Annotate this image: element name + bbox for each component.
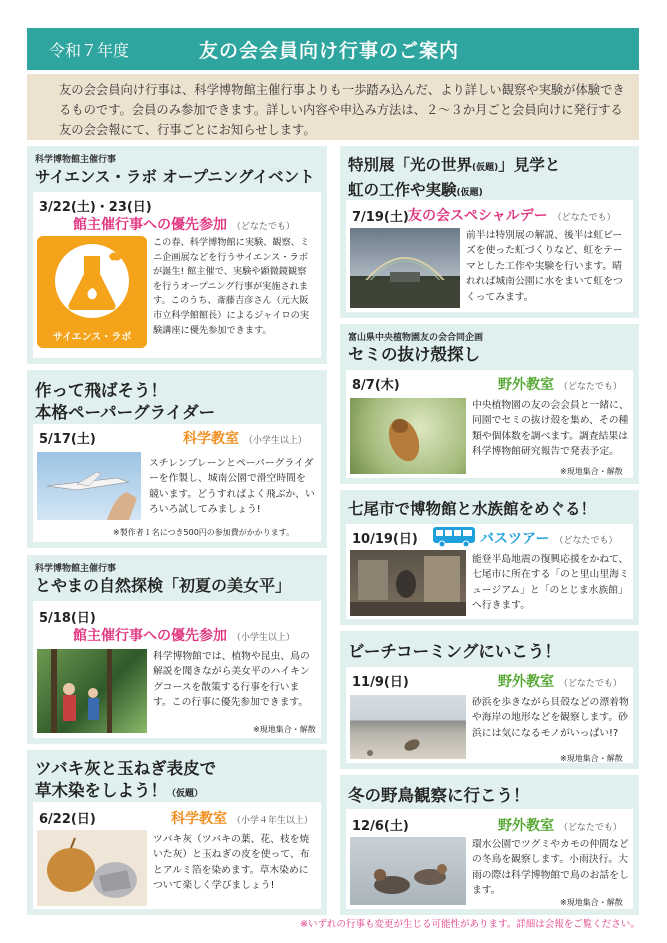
event-body xyxy=(346,200,633,312)
event-org: 富山県中央植物園友の会合同企画 xyxy=(348,333,484,343)
event-date: 5/18(日) xyxy=(39,611,96,626)
event-title-line2: 草木染をしよう！（仮題） xyxy=(35,781,204,800)
museum-photo xyxy=(350,550,466,616)
event-note: ※製作者１名につき500円の参加費がかかります。 xyxy=(113,528,295,537)
rainbow-photo xyxy=(350,228,460,308)
fiscal-year: 令和７年度 xyxy=(49,40,130,60)
birds-photo xyxy=(350,837,466,905)
event-body xyxy=(33,601,321,738)
event-title: ビーチコーミングにいこう！ xyxy=(348,642,561,661)
flask-icon xyxy=(37,236,147,328)
bus-icon xyxy=(432,526,476,548)
event-title: とやまの自然探検「初夏の美女平」 xyxy=(35,576,292,595)
event-description: 環水公園でツグミやカモの仲間などの冬鳥を観察します。小雨決行。大雨の際は科学博物館で鳥のお話をします。 xyxy=(472,839,629,897)
header-bar xyxy=(27,28,639,70)
event-body xyxy=(346,524,633,619)
footer-disclaimer: ※いずれの行事も変更が生じる可能性があります。詳細は会報をご覧ください。 xyxy=(300,919,640,930)
event-special xyxy=(340,146,639,318)
event-description: ツバキ灰（ツバキの葉、花、枝を焼いた灰）と玉ねぎの皮を使って、布とアルミ箔を染めます。草木染めについて楽しく学びましょう! xyxy=(153,834,310,892)
event-description: 科学博物館では、植物や昆虫、鳥の解説を聞きながら美女平のハイキングコースを散策する行事を行います。この行事に優先参加できます。 xyxy=(153,651,310,709)
event-description: 中央植物園の友の会会員と一緒に、同園でセミの抜け殻を集め、その種類や個体数を調べます。調査結果は科学博物館研究報告で発表予定。 xyxy=(472,400,629,458)
event-note: ※現地集合・解散 xyxy=(253,725,316,734)
event-beach xyxy=(340,631,639,769)
event-body xyxy=(33,424,321,542)
event-science-lab xyxy=(27,146,327,364)
event-description: 前半は特別展の解説、後半は虹ビーズを使った虹づくりなど、虹をテーマとした工作や実験を行います。晴れれば城南公園に水をまいて虹をつくってみます。 xyxy=(466,230,623,303)
event-category: 科学教室 （小学生以上） xyxy=(183,431,307,447)
event-note: ※現地集合・解散 xyxy=(560,898,623,907)
event-birds xyxy=(340,775,639,915)
event-note: ※現地集合・解散 xyxy=(560,754,623,763)
event-date: 3/22(土)・23(日) xyxy=(39,200,152,215)
event-category: バスツアー （どなたでも） xyxy=(480,531,618,547)
event-cicada xyxy=(340,324,639,484)
event-category: 科学教室 （小学４年生以上） xyxy=(171,811,313,827)
glider-photo xyxy=(37,452,141,520)
event-title-line1: 特別展「光の世界(仮題)」見学と xyxy=(348,156,561,174)
event-body xyxy=(346,809,633,909)
onion-photo xyxy=(37,830,147,906)
event-body xyxy=(33,802,321,909)
event-title-line2: 虹の工作や実験(仮題) xyxy=(348,181,483,199)
event-bijodaira xyxy=(27,555,327,744)
cicada-shell-photo xyxy=(350,398,466,474)
event-category: 館主催行事への優先参加 （どなたでも） xyxy=(73,217,295,233)
page-title: 友の会会員向け行事のご案内 xyxy=(199,39,460,62)
event-title: 冬の野鳥観察に行こう！ xyxy=(348,786,530,805)
event-glider xyxy=(27,370,327,548)
event-category: 野外教室 （どなたでも） xyxy=(498,674,622,690)
event-title-line1: ツバキ灰と玉ねぎ表皮で xyxy=(35,759,217,778)
event-dye xyxy=(27,750,327,915)
event-date: 8/7(木) xyxy=(352,378,400,393)
event-body xyxy=(346,667,633,763)
event-body xyxy=(346,370,633,478)
intro-text: 友の会会員向け行事は、科学博物館主催行事よりも一歩踏み込んだ、より詳しい観察や実験が体験できるものです。会員のみ参加できます。詳しい内容や申込み方法は、２～３か月ごと会員向けに発行する友の会会報にて、行事ごとにお知らせします。 xyxy=(27,74,639,140)
event-category: 館主催行事への優先参加 （小学生以上） xyxy=(73,628,295,644)
event-note: ※現地集合・解散 xyxy=(560,467,623,476)
event-date: 7/19(土) xyxy=(352,210,409,225)
event-description: この春、科学博物館に実験、観察、ミニ企画展などを行うサイエンス・ラボが誕生! 館主催で、実験や顕微鏡観察を行うオープニング行事が実施されます。このうち、斎藤吉彦さん（元大阪市立科学館館長）によるジャイロの実験講座に優先参加できます。 xyxy=(153,237,310,336)
science-lab-logo xyxy=(37,236,147,348)
event-org: 科学博物館主催行事 xyxy=(35,155,117,165)
event-title-line2: 本格ペーパーグライダー xyxy=(35,403,216,422)
event-title: サイエンス・ラボ オープニングイベント xyxy=(35,168,315,186)
event-date: 6/22(日) xyxy=(39,812,96,827)
event-title: 七尾市で博物館と水族館をめぐる！ xyxy=(348,500,597,518)
logo-label: サイエンス・ラボ xyxy=(52,332,132,343)
event-date: 10/19(日) xyxy=(352,532,418,547)
forest-photo xyxy=(37,649,147,733)
event-description: 能登半島地震の復興応援をかねて、七尾市に所在する「のと里山里海ミュージアム」と「のとじま水族館」へ行きます。 xyxy=(472,554,629,612)
event-body xyxy=(33,192,321,358)
event-date: 11/9(日) xyxy=(352,675,409,690)
beach-photo xyxy=(350,695,466,759)
event-description: 砂浜を歩きながら貝殻などの漂着物や海岸の地形などを観察します。砂浜には気になるモノがいっぱい!? xyxy=(472,697,629,739)
event-category: 友の会スペシャルデー （どなたでも） xyxy=(408,208,616,224)
event-date: 12/6(土) xyxy=(352,819,409,834)
event-nanao xyxy=(340,490,639,625)
event-date: 5/17(土) xyxy=(39,432,96,447)
event-category: 野外教室 （どなたでも） xyxy=(498,818,622,834)
event-title: セミの抜け殻探し xyxy=(348,345,480,364)
event-category: 野外教室 （どなたでも） xyxy=(498,377,622,393)
event-description: スチレンブレーンとペーパーグライダーを作製し、城南公園で滑空時間を競います。どうすればよく飛ぶか、いろいろ試してみましょう! xyxy=(149,458,315,516)
event-title-line1: 作って飛ばそう！ xyxy=(35,381,167,400)
event-org: 科学博物館主催行事 xyxy=(35,564,117,574)
